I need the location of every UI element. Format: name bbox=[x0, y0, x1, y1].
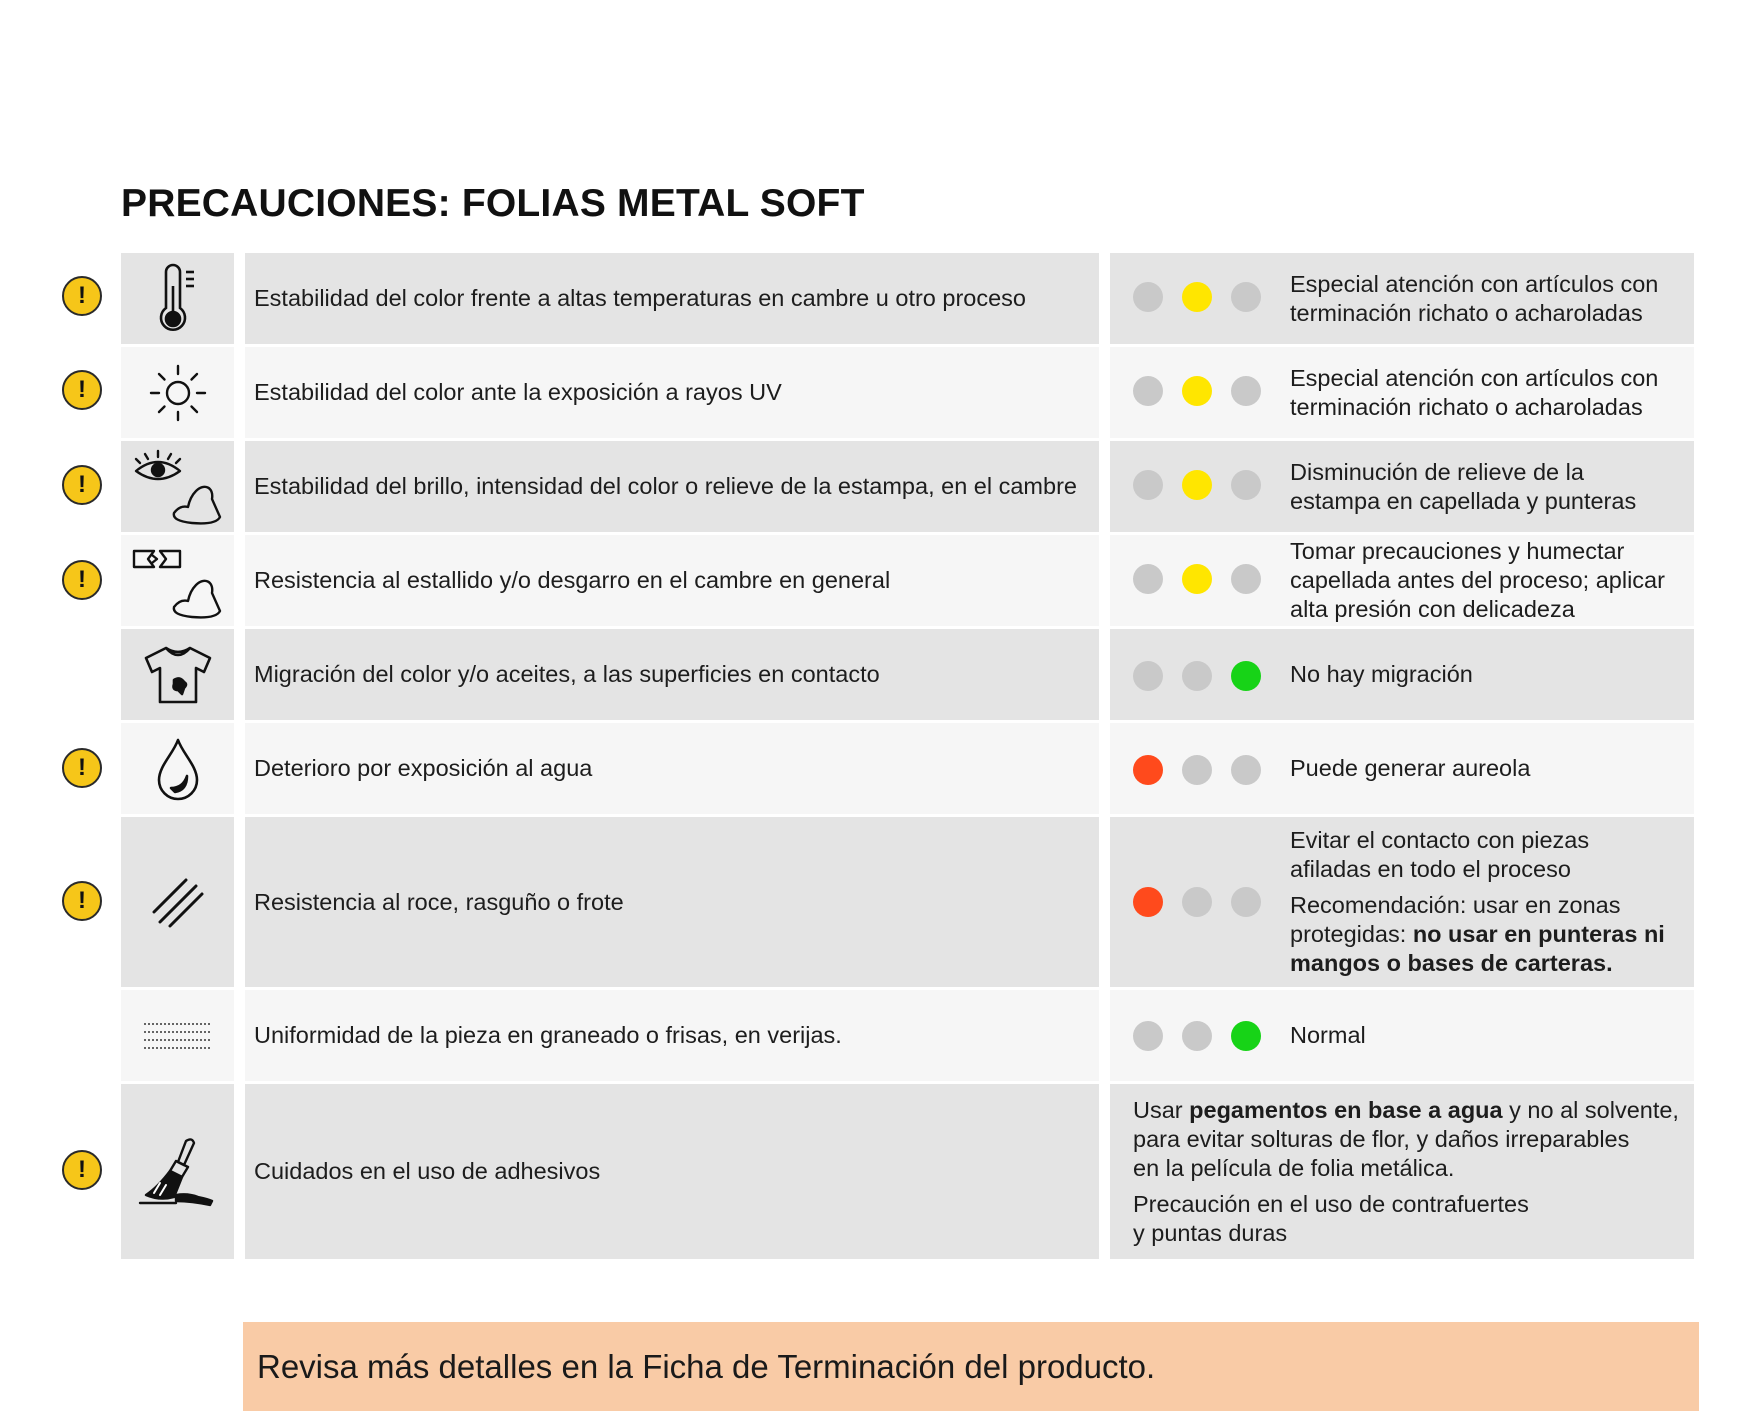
warning-icon: ! bbox=[62, 881, 102, 921]
rating-dot bbox=[1182, 661, 1212, 691]
rating-dot bbox=[1133, 661, 1163, 691]
row-note bbox=[1290, 990, 1686, 1081]
note-text: protegidas: bbox=[1290, 921, 1413, 947]
row-note bbox=[1290, 347, 1686, 438]
rating-dot bbox=[1182, 282, 1212, 312]
table-row bbox=[0, 347, 1757, 441]
rating-dots bbox=[1133, 755, 1273, 785]
warning-icon: ! bbox=[62, 276, 102, 316]
rating-dot bbox=[1231, 661, 1261, 691]
rating-dot bbox=[1133, 887, 1163, 917]
rating-dot bbox=[1231, 282, 1261, 312]
note-bold-text: no usar en punteras ni bbox=[1412, 921, 1665, 947]
rating-cell bbox=[1110, 441, 1694, 532]
icon-cell bbox=[121, 990, 234, 1081]
thermometer-icon bbox=[148, 262, 208, 336]
note-line bbox=[1290, 949, 1686, 978]
rating-dots bbox=[1133, 1021, 1273, 1051]
note-line: terminación richato o acharoladas bbox=[1290, 393, 1643, 420]
scratch-icon bbox=[148, 872, 208, 932]
row-description: Estabilidad del brillo, intensidad del color o relieve de la estampa, en el cambre bbox=[254, 473, 1077, 499]
rating-dot bbox=[1231, 564, 1261, 594]
rating-dot bbox=[1182, 887, 1212, 917]
rating-dot bbox=[1133, 755, 1163, 785]
rating-dot bbox=[1133, 376, 1163, 406]
row-description: Estabilidad del color ante la exposición a rayos UV bbox=[254, 379, 782, 405]
row-description: Resistencia al estallido y/o desgarro en el cambre en general bbox=[254, 567, 891, 593]
warning-icon: ! bbox=[62, 465, 102, 505]
rating-dots bbox=[1133, 282, 1273, 312]
rating-dot bbox=[1231, 1021, 1261, 1051]
note-line: No hay migración bbox=[1290, 661, 1473, 687]
rating-dot bbox=[1231, 470, 1261, 500]
rating-cell bbox=[1110, 629, 1694, 720]
note-line: Especial atención con artículos con bbox=[1290, 270, 1659, 297]
dotted-lines-icon bbox=[142, 1018, 214, 1054]
rating-dot bbox=[1133, 470, 1163, 500]
note-line: afiladas en todo el proceso bbox=[1290, 856, 1571, 882]
note-text: y no al solvente, bbox=[1502, 1096, 1679, 1123]
rating-dot bbox=[1182, 1021, 1212, 1051]
warning-icon: ! bbox=[62, 748, 102, 788]
note-line: capellada antes del proceso; aplicar bbox=[1290, 567, 1665, 593]
tshirt-icon bbox=[142, 644, 214, 706]
rating-dot bbox=[1182, 470, 1212, 500]
footer-banner bbox=[243, 1322, 1699, 1411]
table-row bbox=[0, 723, 1757, 817]
row-note bbox=[1290, 253, 1686, 344]
row-description: Estabilidad del color frente a altas temperaturas en cambre u otro proceso bbox=[254, 285, 1027, 311]
note-line: alta presión con delicadeza bbox=[1290, 596, 1575, 622]
note-bold-text: mangos o bases de carteras. bbox=[1290, 950, 1613, 976]
footer-text: Revisa más detalles en la Ficha de Terminación del producto. bbox=[257, 1347, 1156, 1385]
row-note bbox=[1290, 441, 1686, 532]
rating-dots bbox=[1133, 470, 1273, 500]
rating-cell bbox=[1110, 817, 1694, 987]
rating-dot bbox=[1182, 564, 1212, 594]
icon-cell bbox=[121, 817, 234, 987]
page-title: PRECAUCIONES: FOLIAS METAL SOFT bbox=[121, 182, 865, 225]
rating-dot bbox=[1231, 887, 1261, 917]
row-description: Uniformidad de la pieza en graneado o frisas, en verijas. bbox=[254, 1022, 842, 1048]
table-row bbox=[0, 253, 1757, 347]
note-line: en la película de folia metálica. bbox=[1133, 1154, 1455, 1181]
rating-dots bbox=[1133, 376, 1273, 406]
rating-dot bbox=[1182, 755, 1212, 785]
icon-cell bbox=[121, 535, 234, 626]
warning-icon: ! bbox=[62, 370, 102, 410]
note-bold-text: pegamentos en base a agua bbox=[1189, 1096, 1503, 1123]
table-row bbox=[0, 990, 1757, 1084]
rating-dots bbox=[1133, 887, 1273, 917]
row-note bbox=[1133, 1084, 1684, 1259]
rating-dot bbox=[1182, 376, 1212, 406]
icon-cell bbox=[121, 1084, 234, 1259]
note-line: para evitar solturas de flor, y daños irreparables bbox=[1133, 1125, 1630, 1152]
icon-cell bbox=[121, 629, 234, 720]
rating-dot bbox=[1231, 755, 1261, 785]
rating-cell bbox=[1110, 253, 1694, 344]
warning-icon: ! bbox=[62, 560, 102, 600]
rating-dot bbox=[1133, 282, 1163, 312]
tear-shoe-icon bbox=[130, 541, 226, 621]
rating-dot bbox=[1133, 1021, 1163, 1051]
table-row bbox=[0, 535, 1757, 629]
note-line: terminación richato o acharoladas bbox=[1290, 299, 1643, 326]
rating-dots bbox=[1133, 564, 1273, 594]
note-line: Disminución de relieve de la bbox=[1290, 458, 1584, 485]
icon-cell bbox=[121, 723, 234, 814]
note-line: Especial atención con artículos con bbox=[1290, 364, 1659, 391]
rating-dots bbox=[1133, 661, 1273, 691]
rating-cell bbox=[1110, 723, 1694, 814]
eye-shoe-icon bbox=[130, 447, 226, 527]
precautions-table bbox=[0, 253, 1757, 1262]
note-line: Precaución en el uso de contrafuertes bbox=[1133, 1190, 1529, 1217]
note-line: estampa en capellada y punteras bbox=[1290, 487, 1637, 514]
note-text: Usar bbox=[1133, 1096, 1190, 1123]
icon-cell bbox=[121, 347, 234, 438]
rating-cell bbox=[1110, 347, 1694, 438]
rating-cell bbox=[1110, 1084, 1694, 1259]
note-line: Normal bbox=[1290, 1022, 1366, 1048]
row-description: Cuidados en el uso de adhesivos bbox=[254, 1158, 601, 1184]
row-description: Deterioro por exposición al agua bbox=[254, 755, 593, 781]
table-row bbox=[0, 1084, 1757, 1262]
note-line bbox=[1290, 920, 1686, 949]
glue-brush-icon bbox=[136, 1135, 220, 1209]
rating-cell bbox=[1110, 535, 1694, 626]
row-note bbox=[1290, 535, 1686, 626]
note-line: Evitar el contacto con piezas bbox=[1290, 827, 1590, 853]
table-row bbox=[0, 441, 1757, 535]
note-line: Recomendación: usar en zonas bbox=[1290, 892, 1621, 918]
row-note bbox=[1290, 817, 1686, 987]
sun-icon bbox=[147, 362, 209, 424]
water-drop-icon bbox=[153, 736, 203, 802]
row-description: Resistencia al roce, rasguño o frote bbox=[254, 888, 624, 915]
warning-icon: ! bbox=[62, 1150, 102, 1190]
note-line: Tomar precauciones y humectar bbox=[1290, 538, 1625, 564]
row-description: Migración del color y/o aceites, a las superficies en contacto bbox=[254, 661, 880, 687]
icon-cell bbox=[121, 441, 234, 532]
table-row bbox=[0, 817, 1757, 990]
table-row bbox=[0, 629, 1757, 723]
row-note bbox=[1290, 723, 1686, 814]
icon-cell bbox=[121, 253, 234, 344]
note-line: Puede generar aureola bbox=[1290, 755, 1531, 781]
note-line bbox=[1133, 1096, 1684, 1125]
row-note bbox=[1290, 629, 1686, 720]
rating-dot bbox=[1133, 564, 1163, 594]
rating-cell bbox=[1110, 990, 1694, 1081]
note-line: y puntas duras bbox=[1133, 1219, 1288, 1246]
rating-dot bbox=[1231, 376, 1261, 406]
